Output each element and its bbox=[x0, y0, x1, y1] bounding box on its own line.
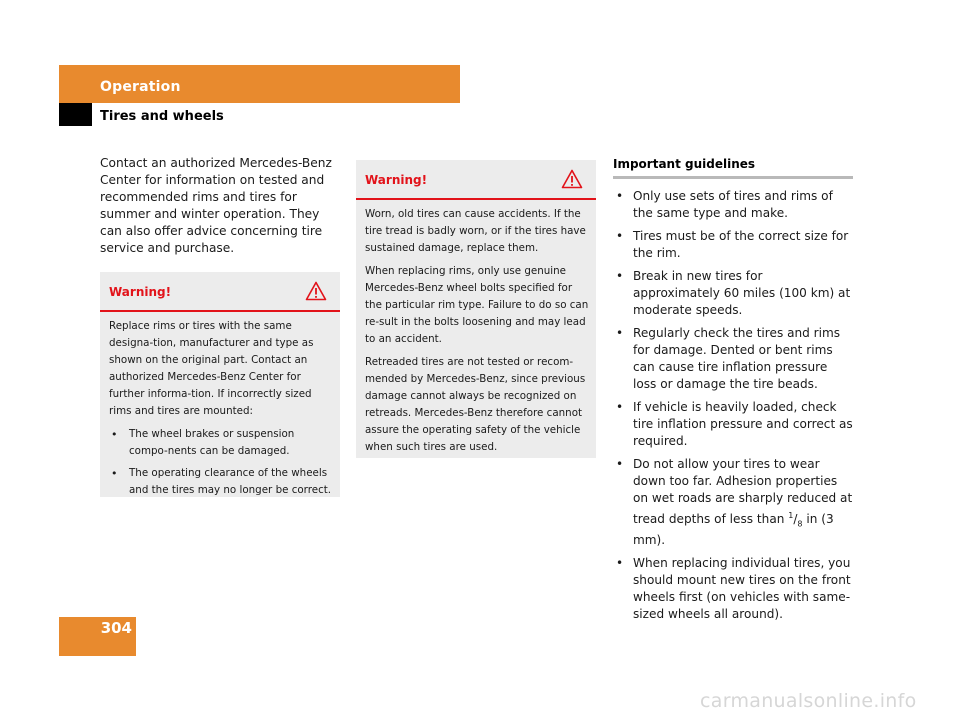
guideline-item: • Break in new tires for approximately 60 miles (100 km) at moderate speeds. bbox=[613, 268, 853, 319]
warning-header bbox=[356, 160, 596, 200]
warning-body bbox=[100, 312, 340, 512]
guideline-item: • Only use sets of tires and rims of the same type and make. bbox=[613, 188, 853, 222]
tread-text-end: in (3 mm). bbox=[633, 512, 834, 548]
guideline-item: • Regularly check the tires and rims for damage. Dented or bent rims can cause tire inflation pressure loss or damage the tire beads. bbox=[613, 325, 853, 393]
warning-bullet-list bbox=[109, 426, 334, 499]
chapter-title: Operation bbox=[100, 79, 181, 95]
warning-bullet: • The wheel brakes or suspension compo-nents can be damaged. bbox=[109, 426, 334, 460]
tread-text: Do not allow your tires to wear down too far. Adhesion properties on wet roads are sharply reduced at tread depths of less than bbox=[633, 457, 853, 527]
warning-paragraph: Replace rims or tires with the same designa-tion, manufacturer and type as shown on the original part. Contact an authorized Mercedes-Benz Center for further informa-tion. If incorrectly sized rims and tires are mounted: bbox=[109, 320, 314, 417]
intro-text: Contact an authorized Mercedes-Benz Center for information on tested and recommended rims and tires for summer and winter operation. They can also offer advice concerning tire service and purchase. bbox=[100, 156, 332, 255]
warning-triangle-icon bbox=[305, 281, 327, 301]
guidelines-rule bbox=[613, 176, 853, 179]
warning-header bbox=[100, 272, 340, 312]
warning-title: Warning! bbox=[365, 173, 428, 187]
guideline-item: • When replacing individual tires, you should mount new tires on the front wheels first (on vehicles with same-sized wheels all around). bbox=[613, 555, 853, 623]
warning-box-tires bbox=[356, 160, 596, 458]
watermark: carmanualsonline.info bbox=[700, 690, 917, 712]
guideline-item-tread bbox=[613, 456, 853, 549]
warning-title: Warning! bbox=[109, 285, 172, 299]
warning-paragraph: Worn, old tires can cause accidents. If the tire tread is badly worn, or if the tires have sustained damage, replace them. bbox=[365, 208, 586, 254]
warning-body bbox=[356, 200, 596, 470]
fraction-one-eighth: $^1/_8$ bbox=[788, 511, 803, 529]
warning-box-rims bbox=[100, 272, 340, 497]
warning-paragraph: Retreaded tires are not tested or recom-mended by Mercedes-Benz, since previous damage cannot always be recognized on retreads. Mercedes-Benz therefore cannot assure the operating safety of the vehicle when such tires are used. bbox=[365, 356, 586, 453]
fraction-numerator: 1 bbox=[788, 511, 794, 520]
warning-paragraph: When replacing rims, only use genuine Mercedes-Benz wheel bolts specified for the particular rim type. Failure to do so can re-sult in the bolts loosening and may lead to an accident. bbox=[365, 265, 589, 345]
guideline-item: • Tires must be of the correct size for the rim. bbox=[613, 228, 853, 262]
guidelines-title: Important guidelines bbox=[613, 157, 756, 171]
page-number: 304 bbox=[100, 619, 132, 637]
fraction-denominator: 8 bbox=[797, 519, 803, 529]
guidelines-list bbox=[613, 188, 853, 629]
warning-bullet: • The operating clearance of the wheels and the tires may no longer be correct. bbox=[109, 465, 334, 499]
section-marker bbox=[59, 103, 92, 126]
section-title: Tires and wheels bbox=[100, 109, 224, 124]
warning-triangle-icon bbox=[561, 169, 583, 189]
guideline-item: • If vehicle is heavily loaded, check tire inflation pressure and correct as required. bbox=[613, 399, 853, 450]
